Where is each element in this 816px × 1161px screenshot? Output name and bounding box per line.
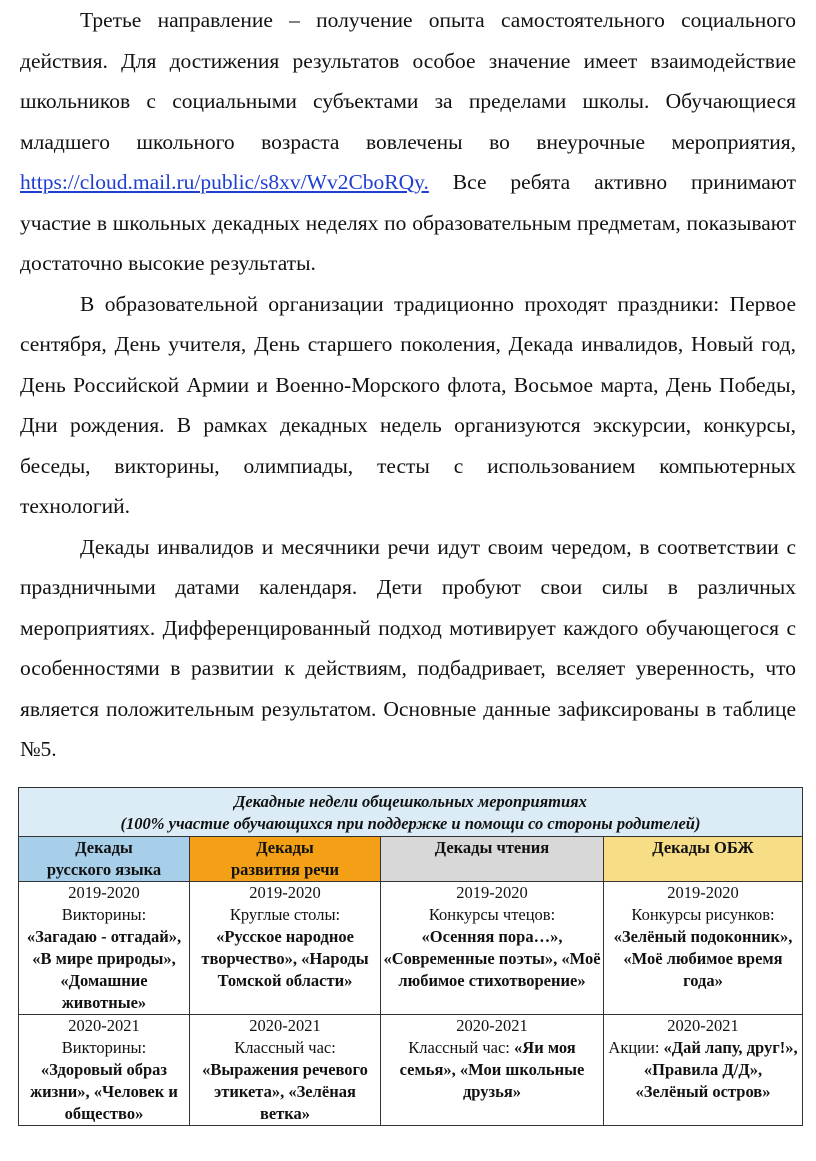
paragraph-2: В образовательной организации традиционно проходят праздники: Первое сентября, День учителя, День старшего поколения, Декада инвалидов, Новый год, День Российской Армии и Военно-Морского флота, Восьмое марта, День Победы, Дни рождения. В рамках декадных недель организуются экскурсии, конкурсы, беседы, викторины, олимпиады, тесты с использованием компьютерных технологий. — [20, 291, 796, 518]
cell-year: 2019-2020 — [667, 883, 739, 902]
table-caption-line2: (100% участие обучающихся при поддержке и помощи со стороны родителей) — [120, 814, 701, 833]
cell-year: 2019-2020 — [249, 883, 321, 902]
cell-year: 2019-2020 — [68, 883, 140, 902]
cell-reading-2020 — [381, 1015, 604, 1126]
cell-events: «Здоровый образ жизни», «Человек и общество» — [30, 1060, 178, 1123]
cell-year: 2020-2021 — [456, 1016, 528, 1035]
cell-lead: Конкурсы чтецов: — [428, 905, 556, 924]
cell-lead: Акции: — [608, 1038, 664, 1057]
header-reading — [381, 837, 604, 882]
paragraph-3: Декады инвалидов и месячники речи идут своим чередом, в соответствии с праздничными датами календаря. Дети пробуют свои силы в различных мероприятиях. Дифференцированный подход мотивирует каждого обучающегося с особенностями в развитии к действиям, подбадривает, вселяет уверенность, что является положительным результатом. Основные данные зафиксированы в таблице №5. — [20, 534, 796, 761]
body-text — [20, 0, 796, 770]
header-speech — [190, 837, 381, 882]
cell-events: «Выражения речевого этикета», «Зелёная ветка» — [202, 1060, 368, 1123]
cloud-link[interactable]: https://cloud.mail.ru/public/s8xv/Wv2CboRQy. — [20, 170, 429, 194]
cell-year: 2020-2021 — [68, 1016, 140, 1035]
cell-events: «Русское народное творчество», «Народы Томской области» — [201, 927, 369, 990]
cell-events: «Яи моя семья», «Мои школьные друзья» — [399, 1038, 585, 1101]
table-caption-row — [19, 788, 803, 837]
cell-lead: Классный час: — [234, 1038, 336, 1057]
table-caption — [19, 788, 803, 837]
cell-events: «Загадаю - отгадай», «В мире природы», «Домашние животные» — [26, 927, 182, 1012]
cell-speech-2020 — [190, 1015, 381, 1126]
paragraph-1-text-a: Третье направление – получение опыта самостоятельного социального действия. Для достижения результатов особое значение имеет взаимодействие школьников с социальными субъектами за пределами школы. Обучающиеся младшего школьного возраста вовлечены во внеурочные мероприятия, — [20, 8, 796, 154]
decades-table — [18, 787, 803, 1126]
cell-speech-2019 — [190, 882, 381, 1015]
cell-year: 2020-2021 — [249, 1016, 321, 1035]
header-reading-line1: Декады чтения — [434, 838, 550, 857]
cell-russian-2020 — [19, 1015, 190, 1126]
cell-lead-mixed — [383, 1037, 601, 1103]
cell-lead: Классный час: — [408, 1038, 515, 1057]
table-row — [19, 1015, 803, 1126]
header-obzh-line1: Декады ОБЖ — [652, 838, 754, 857]
table-row — [19, 882, 803, 1015]
cell-obzh-2019 — [604, 882, 803, 1015]
header-russian — [19, 837, 190, 882]
header-speech-line1: Декады — [256, 838, 314, 857]
paragraph-1 — [20, 0, 796, 284]
cell-events: «Зелёный подоконник», «Моё любимое время года» — [613, 927, 793, 990]
cell-lead: Конкурсы рисунков: — [631, 905, 775, 924]
header-russian-line2: русского языка — [46, 860, 162, 879]
table-caption-line1: Декадные недели общешкольных мероприятиях — [234, 792, 587, 811]
cell-year: 2020-2021 — [667, 1016, 739, 1035]
cell-lead: Викторины: — [61, 1038, 147, 1057]
header-speech-line2: развития речи — [230, 860, 340, 879]
cell-events: «Осенняя пора…», «Современные поэты», «Моё любимое стихотворение» — [383, 927, 601, 990]
cell-year: 2019-2020 — [456, 883, 528, 902]
cell-obzh-2020 — [604, 1015, 803, 1126]
cell-reading-2019 — [381, 882, 604, 1015]
header-obzh — [604, 837, 803, 882]
cell-russian-2019 — [19, 882, 190, 1015]
cell-lead: Викторины: — [61, 905, 147, 924]
cell-lead-mixed — [606, 1037, 800, 1103]
cell-lead: Круглые столы: — [229, 905, 341, 924]
paragraph-1-text-b: Все ребята активно принимают участие в школьных декадных неделях по образовательным предметам, показывают достаточно высокие результаты. — [20, 170, 796, 275]
table-header-row — [19, 837, 803, 882]
cell-events: «Дай лапу, друг!», «Правила Д/Д», «Зелёный остров» — [635, 1038, 798, 1101]
header-russian-line1: Декады — [75, 838, 133, 857]
